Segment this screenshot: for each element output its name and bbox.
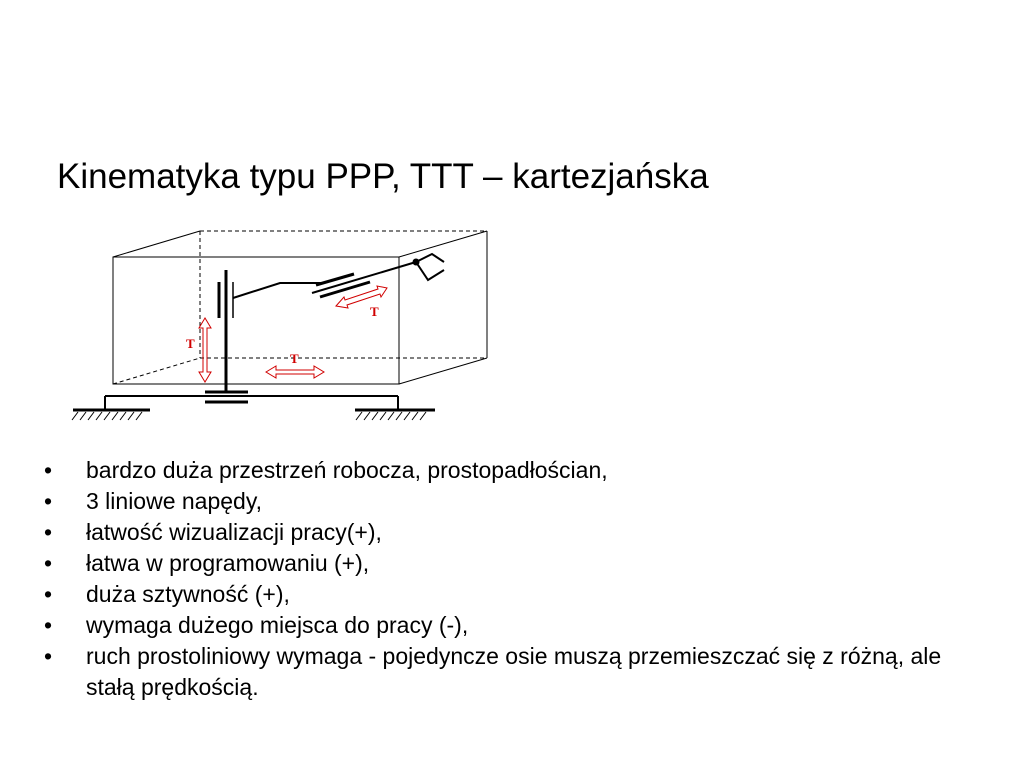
bullet-marker: • [44, 550, 53, 576]
motion-arrows [199, 286, 387, 382]
list-item [44, 610, 994, 641]
vertical-motion-arrow [199, 318, 211, 382]
list-item-text: łatwa w programowaniu (+), [86, 550, 370, 576]
list-item-text: bardzo duża przestrzeń robocza, prostopadłościan, [86, 457, 608, 483]
bullet-marker: • [44, 457, 53, 483]
list-item [44, 455, 994, 486]
list-item-text: duża sztywność (+), [86, 581, 290, 607]
workspace-cuboid [113, 231, 487, 384]
axis-label-vertical: T [186, 336, 195, 351]
list-item [44, 548, 994, 579]
list-item [44, 486, 994, 517]
bullet-marker: • [44, 488, 53, 514]
list-item [44, 641, 994, 703]
slide-title: Kinematyka typu PPP, TTT – kartezjańska [57, 157, 709, 196]
horizontal-motion-arrow [266, 366, 324, 378]
list-item-text: łatwość wizualizacji pracy(+), [86, 519, 382, 545]
robot-base [72, 392, 435, 420]
list-item [44, 579, 994, 610]
list-item-text: ruch prostoliniowy wymaga - pojedyncze osie muszą przemieszczać się z różną, ale stałą prędkością. [86, 643, 942, 700]
bullet-marker: • [44, 519, 53, 545]
axis-label-arm: T [370, 304, 379, 319]
bullet-marker: • [44, 581, 53, 607]
bullet-marker: • [44, 612, 53, 638]
list-item [44, 517, 994, 548]
arm-motion-arrow [336, 286, 387, 308]
feature-list [44, 455, 994, 703]
robot-column-and-arm [219, 254, 444, 392]
list-item-text: wymaga dużego miejsca do pracy (-), [86, 612, 469, 638]
axis-label-horizontal: T [290, 351, 299, 366]
bullet-marker: • [44, 643, 53, 669]
list-item-text: 3 liniowe napędy, [86, 488, 263, 514]
